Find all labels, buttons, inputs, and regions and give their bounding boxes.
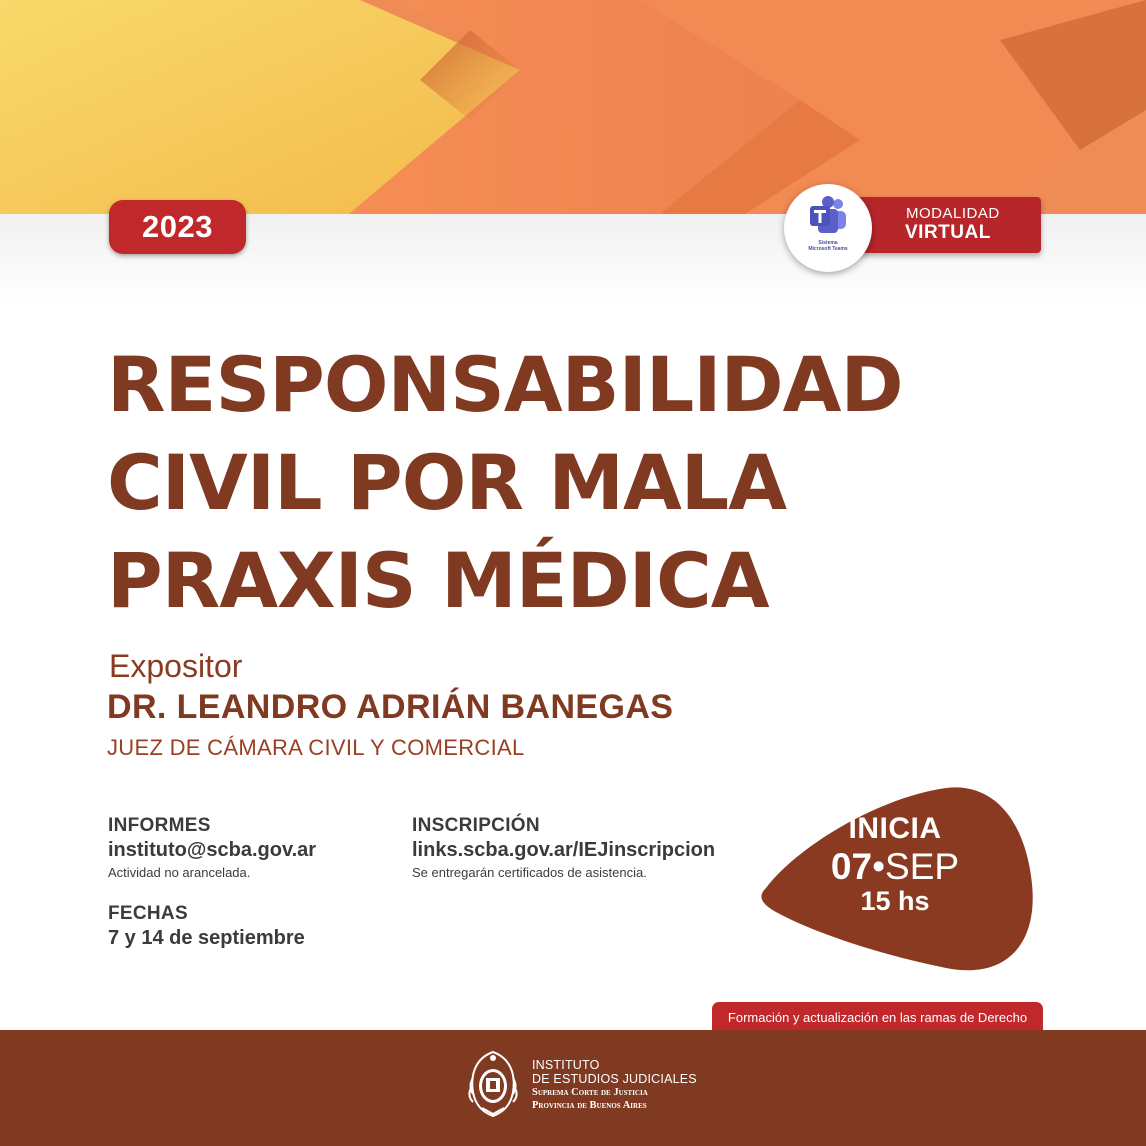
- fechas-label: FECHAS: [108, 903, 188, 924]
- modality-value: VIRTUAL: [905, 222, 991, 243]
- informes-label: INFORMES: [108, 815, 211, 836]
- teams-caption-line1: Sistema: [818, 240, 838, 246]
- org-line-2: DE ESTUDIOS JUDICIALES: [532, 1072, 697, 1086]
- modality-label: MODALIDAD: [906, 205, 1000, 222]
- fechas-value: 7 y 14 de septiembre: [108, 927, 305, 949]
- start-date: [780, 812, 1010, 917]
- course-title-line-3: PRAXIS MÉDICA: [107, 536, 769, 625]
- inscripcion-note: Se entregarán certificados de asistencia.: [412, 865, 647, 880]
- teams-caption: [784, 240, 872, 252]
- speaker-position: JUEZ DE CÁMARA CIVIL Y COMERCIAL: [107, 735, 525, 760]
- year-badge: 2023: [109, 200, 246, 254]
- provincial-seal-icon: [464, 1048, 522, 1120]
- org-line-4: Provincia de Buenos Aires: [532, 1100, 647, 1111]
- teams-caption-line2: Microsoft Teams: [808, 246, 848, 252]
- start-day-month: [780, 846, 1010, 888]
- teams-badge: [784, 184, 872, 272]
- speaker-name: DR. LEANDRO ADRIÁN BANEGAS: [107, 688, 674, 726]
- fechas-block: [108, 903, 305, 950]
- speaker-label: Expositor: [109, 648, 243, 684]
- start-time: 15 hs: [860, 886, 930, 916]
- course-title-line-1: RESPONSABILIDAD: [107, 340, 903, 429]
- informes-block: [108, 815, 316, 880]
- start-label: INICIA: [848, 812, 942, 845]
- informes-note: Actividad no arancelada.: [108, 865, 251, 880]
- start-day: 07: [830, 846, 873, 887]
- informes-email-link[interactable]: instituto@scba.gov.ar: [108, 839, 317, 861]
- inscripcion-label: INSCRIPCIÓN: [412, 815, 540, 836]
- tagline-tab: Formación y actualización en las ramas de Derecho: [712, 1002, 1043, 1032]
- course-title-line-2: CIVIL POR MALA: [107, 438, 787, 527]
- microsoft-teams-icon: [808, 196, 848, 236]
- header-banner: [0, 0, 1146, 230]
- inscripcion-link[interactable]: links.scba.gov.ar/IEJinscripcion: [412, 839, 716, 861]
- start-separator: •: [872, 846, 886, 887]
- org-line-1: INSTITUTO: [532, 1058, 600, 1072]
- institution-name: [532, 1058, 697, 1112]
- course-title: [107, 336, 903, 630]
- start-month: SEP: [885, 846, 960, 887]
- org-line-3: Suprema Corte de Justicia: [532, 1087, 648, 1098]
- inscripcion-block: [412, 815, 715, 880]
